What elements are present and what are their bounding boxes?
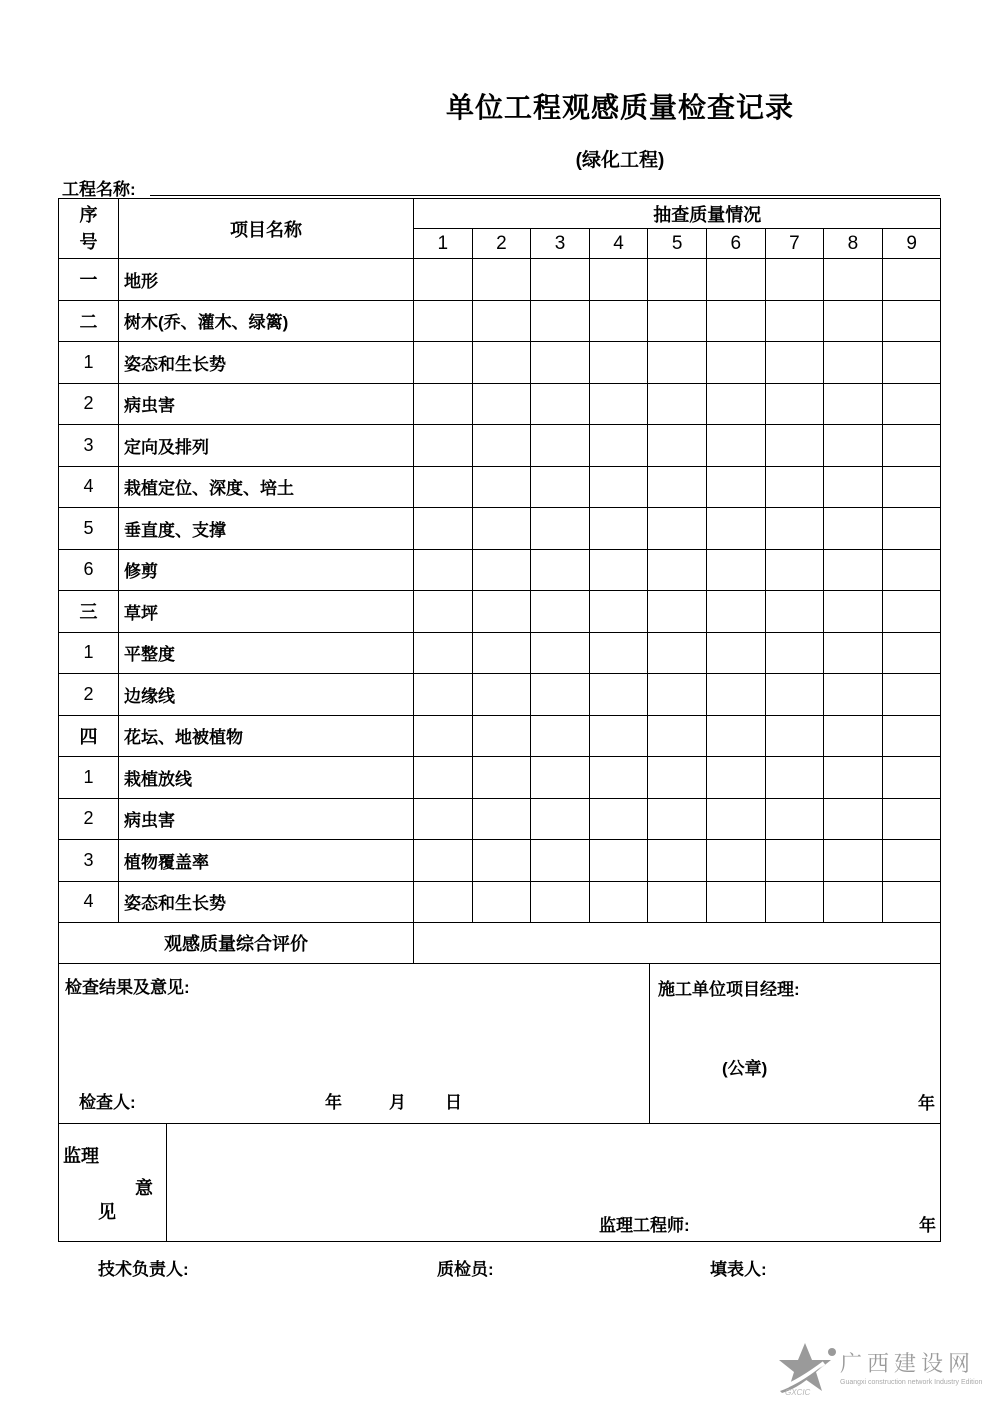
item-name: 栽植放线 [119, 757, 414, 799]
sample-cell [765, 508, 824, 550]
sample-cell [472, 383, 531, 425]
sample-cell [589, 466, 648, 508]
sample-cell [882, 591, 941, 633]
month-label: 月 [389, 1093, 406, 1112]
sample-cell [648, 549, 707, 591]
supervision-label-line2: 意 [135, 1178, 153, 1198]
sample-cell [765, 591, 824, 633]
summary-row [59, 923, 941, 964]
quality-inspector-label: 质检员: [437, 1260, 494, 1279]
sample-cell [531, 259, 590, 301]
sample-cell [706, 342, 765, 384]
sample-cell [531, 383, 590, 425]
sample-cell [765, 840, 824, 882]
inspector-label: 检查人: [79, 1093, 136, 1112]
sample-cell [706, 798, 765, 840]
sample-cell [589, 674, 648, 716]
item-name: 地形 [119, 259, 414, 301]
row-number: 一 [59, 259, 119, 301]
sample-cell [706, 300, 765, 342]
sample-cell [472, 425, 531, 467]
sample-col-header: 4 [589, 229, 648, 259]
sample-cell [648, 466, 707, 508]
sample-cell [531, 342, 590, 384]
sample-cell [706, 632, 765, 674]
sample-cell [706, 840, 765, 882]
sample-cell [765, 798, 824, 840]
item-name: 姿态和生长势 [119, 881, 414, 923]
sample-cell [648, 591, 707, 633]
sample-cell [472, 259, 531, 301]
col-header-quality: 抽查质量情况 [414, 199, 941, 229]
sample-cell [824, 591, 883, 633]
item-name: 边缘线 [119, 674, 414, 716]
technical-director-label: 技术负责人: [98, 1260, 189, 1279]
sample-col-header: 9 [882, 229, 941, 259]
sample-cell [472, 508, 531, 550]
summary-label: 观感质量综合评价 [59, 923, 414, 964]
sample-cell [765, 757, 824, 799]
sample-cell [531, 466, 590, 508]
table-row [59, 549, 941, 591]
sample-cell [706, 881, 765, 923]
result-label: 检查结果及意见: [65, 978, 190, 997]
watermark [772, 1340, 988, 1398]
sample-cell [472, 466, 531, 508]
sample-cell [531, 508, 590, 550]
sample-cell [531, 715, 590, 757]
table-row [59, 466, 941, 508]
sample-cell [648, 508, 707, 550]
sample-cell [531, 757, 590, 799]
row-number: 2 [59, 798, 119, 840]
sample-cell [589, 798, 648, 840]
supervision-label-cell [59, 1124, 167, 1241]
sample-cell [648, 342, 707, 384]
year-label: 年 [918, 1094, 935, 1113]
sample-cell [414, 466, 473, 508]
table-row [59, 715, 941, 757]
sample-cell [589, 300, 648, 342]
sample-cell [882, 549, 941, 591]
table-row [59, 383, 941, 425]
sample-cell [589, 757, 648, 799]
sample-cell [706, 549, 765, 591]
sample-cell [648, 881, 707, 923]
sample-col-header: 2 [472, 229, 531, 259]
sample-cell [824, 881, 883, 923]
row-number: 四 [59, 715, 119, 757]
sample-cell [472, 300, 531, 342]
page-subtitle: (绿化工程) [575, 150, 665, 171]
row-number: 6 [59, 549, 119, 591]
table-row [59, 300, 941, 342]
sample-cell [589, 259, 648, 301]
row-number: 3 [59, 840, 119, 882]
summary-value-cell [414, 923, 941, 964]
sample-cell [824, 549, 883, 591]
watermark-en-text: Guangxi construction network Industry Edition [840, 1378, 983, 1386]
sample-cell [824, 798, 883, 840]
sample-cell [765, 549, 824, 591]
sample-cell [824, 674, 883, 716]
sample-cell [531, 840, 590, 882]
sample-col-header: 8 [824, 229, 883, 259]
construction-manager-cell [650, 964, 940, 1123]
sample-cell [589, 715, 648, 757]
sample-cell [824, 383, 883, 425]
sample-cell [882, 425, 941, 467]
supervising-engineer-label: 监理工程师: [599, 1216, 690, 1235]
row-number: 三 [59, 591, 119, 633]
sample-cell [765, 300, 824, 342]
sample-cell [589, 425, 648, 467]
table-row [59, 840, 941, 882]
sample-cell [589, 881, 648, 923]
row-number: 2 [59, 674, 119, 716]
year-label: 年 [325, 1093, 342, 1112]
sample-cell [824, 715, 883, 757]
supervision-section [58, 1124, 941, 1242]
sample-cell [648, 383, 707, 425]
header-row-1 [59, 199, 941, 229]
table-row [59, 674, 941, 716]
sample-cell [706, 425, 765, 467]
sample-cell [414, 300, 473, 342]
sample-cell [824, 757, 883, 799]
table-row [59, 508, 941, 550]
sample-cell [706, 715, 765, 757]
sample-cell [531, 300, 590, 342]
sample-cell [414, 425, 473, 467]
sample-col-header: 1 [414, 229, 473, 259]
sample-col-header: 7 [765, 229, 824, 259]
year-label: 年 [919, 1216, 936, 1235]
item-name: 植物覆盖率 [119, 840, 414, 882]
row-number: 1 [59, 632, 119, 674]
sample-cell [531, 549, 590, 591]
row-number: 3 [59, 425, 119, 467]
sample-cell [648, 425, 707, 467]
row-number: 二 [59, 300, 119, 342]
table-row [59, 632, 941, 674]
sample-col-header: 3 [531, 229, 590, 259]
sample-cell [648, 259, 707, 301]
sample-cell [414, 383, 473, 425]
sample-cell [589, 840, 648, 882]
sample-cell [414, 840, 473, 882]
sample-cell [882, 757, 941, 799]
sample-cell [882, 798, 941, 840]
sample-cell [531, 881, 590, 923]
sample-cell [589, 591, 648, 633]
sample-cell [414, 259, 473, 301]
sample-cell [472, 549, 531, 591]
inspection-result-cell [59, 964, 650, 1123]
table-row [59, 881, 941, 923]
supervision-content-cell [167, 1124, 940, 1241]
row-number: 4 [59, 881, 119, 923]
sample-cell [882, 508, 941, 550]
table-row [59, 798, 941, 840]
sample-cell [472, 591, 531, 633]
watermark-text [840, 1352, 982, 1385]
svg-text:GXCIC: GXCIC [785, 1388, 811, 1397]
sample-cell [765, 715, 824, 757]
sample-cell [706, 259, 765, 301]
sample-cell [765, 383, 824, 425]
sample-cell [765, 259, 824, 301]
sample-cell [414, 715, 473, 757]
sample-cell [765, 632, 824, 674]
row-number: 1 [59, 342, 119, 384]
sample-cell [648, 674, 707, 716]
sample-cell [414, 591, 473, 633]
sample-cell [765, 342, 824, 384]
sample-cell [589, 342, 648, 384]
project-name-label: 工程名称: [62, 180, 136, 199]
item-name: 修剪 [119, 549, 414, 591]
sample-cell [824, 632, 883, 674]
sample-cell [706, 383, 765, 425]
table-row [59, 342, 941, 384]
sample-cell [472, 757, 531, 799]
sample-cell [882, 259, 941, 301]
supervision-label-line3: 见 [98, 1202, 116, 1222]
inspection-table-wrap [58, 198, 941, 1242]
sample-cell [706, 466, 765, 508]
item-name: 花坛、地被植物 [119, 715, 414, 757]
item-name: 病虫害 [119, 383, 414, 425]
sample-cell [472, 840, 531, 882]
inspection-result-section [58, 964, 941, 1124]
inspection-table [58, 198, 941, 964]
col-header-item: 项目名称 [119, 199, 414, 259]
sample-col-header: 6 [706, 229, 765, 259]
sample-cell [531, 425, 590, 467]
sample-cell [824, 840, 883, 882]
sample-cell [589, 383, 648, 425]
sample-cell [414, 549, 473, 591]
manager-label: 施工单位项目经理: [658, 980, 800, 999]
sample-cell [531, 591, 590, 633]
sample-cell [706, 508, 765, 550]
watermark-cn-text: 广西建设网 [840, 1351, 976, 1377]
sample-cell [589, 508, 648, 550]
sample-cell [706, 674, 765, 716]
sample-cell [648, 300, 707, 342]
sample-cell [414, 881, 473, 923]
sample-cell [648, 632, 707, 674]
item-name: 草坪 [119, 591, 414, 633]
sample-cell [706, 591, 765, 633]
project-name-underline [150, 177, 940, 196]
sample-cell [824, 342, 883, 384]
sample-cell [765, 425, 824, 467]
sample-cell [531, 674, 590, 716]
col-header-seq: 序号 [59, 199, 119, 259]
item-name: 姿态和生长势 [119, 342, 414, 384]
sample-cell [414, 757, 473, 799]
sample-cell [824, 508, 883, 550]
sample-cell [472, 632, 531, 674]
sample-cell [414, 342, 473, 384]
sample-cell [765, 674, 824, 716]
row-number: 2 [59, 383, 119, 425]
item-name: 树木(乔、灌木、绿篱) [119, 300, 414, 342]
sample-cell [824, 300, 883, 342]
sample-cell [648, 840, 707, 882]
sample-cell [882, 466, 941, 508]
sample-cell [824, 466, 883, 508]
item-name: 栽植定位、深度、培土 [119, 466, 414, 508]
sample-cell [882, 383, 941, 425]
sample-cell [414, 632, 473, 674]
day-label: 日 [445, 1093, 462, 1112]
page-title: 单位工程观感质量检查记录 [445, 92, 795, 123]
sample-cell [472, 715, 531, 757]
sample-cell [648, 715, 707, 757]
row-number: 4 [59, 466, 119, 508]
item-name: 垂直度、支撑 [119, 508, 414, 550]
sample-cell [414, 798, 473, 840]
sample-cell [882, 342, 941, 384]
official-seal-label: (公章) [722, 1059, 768, 1078]
item-name: 定向及排列 [119, 425, 414, 467]
sample-cell [882, 715, 941, 757]
sample-cell [765, 881, 824, 923]
sample-cell [472, 798, 531, 840]
table-row [59, 591, 941, 633]
sample-cell [472, 674, 531, 716]
sample-cell [824, 259, 883, 301]
sample-cell [589, 549, 648, 591]
sample-cell [882, 674, 941, 716]
supervision-label-line1: 监理 [63, 1146, 99, 1166]
row-number: 5 [59, 508, 119, 550]
sample-cell [589, 632, 648, 674]
table-row [59, 425, 941, 467]
sample-cell [648, 798, 707, 840]
sample-cell [414, 508, 473, 550]
sample-cell [765, 466, 824, 508]
sample-cell [472, 881, 531, 923]
sample-cell [706, 757, 765, 799]
item-name: 病虫害 [119, 798, 414, 840]
sample-cell [882, 632, 941, 674]
sample-cell [531, 632, 590, 674]
sample-cell [414, 674, 473, 716]
sample-cell [472, 342, 531, 384]
sample-cell [882, 300, 941, 342]
sample-cell [648, 757, 707, 799]
sample-cell [882, 881, 941, 923]
item-name: 平整度 [119, 632, 414, 674]
table-row [59, 259, 941, 301]
sample-col-header: 5 [648, 229, 707, 259]
sample-cell [824, 425, 883, 467]
star-logo-icon [772, 1341, 838, 1397]
form-filler-label: 填表人: [710, 1260, 767, 1279]
table-row [59, 757, 941, 799]
sample-cell [882, 840, 941, 882]
row-number: 1 [59, 757, 119, 799]
sample-cell [531, 798, 590, 840]
